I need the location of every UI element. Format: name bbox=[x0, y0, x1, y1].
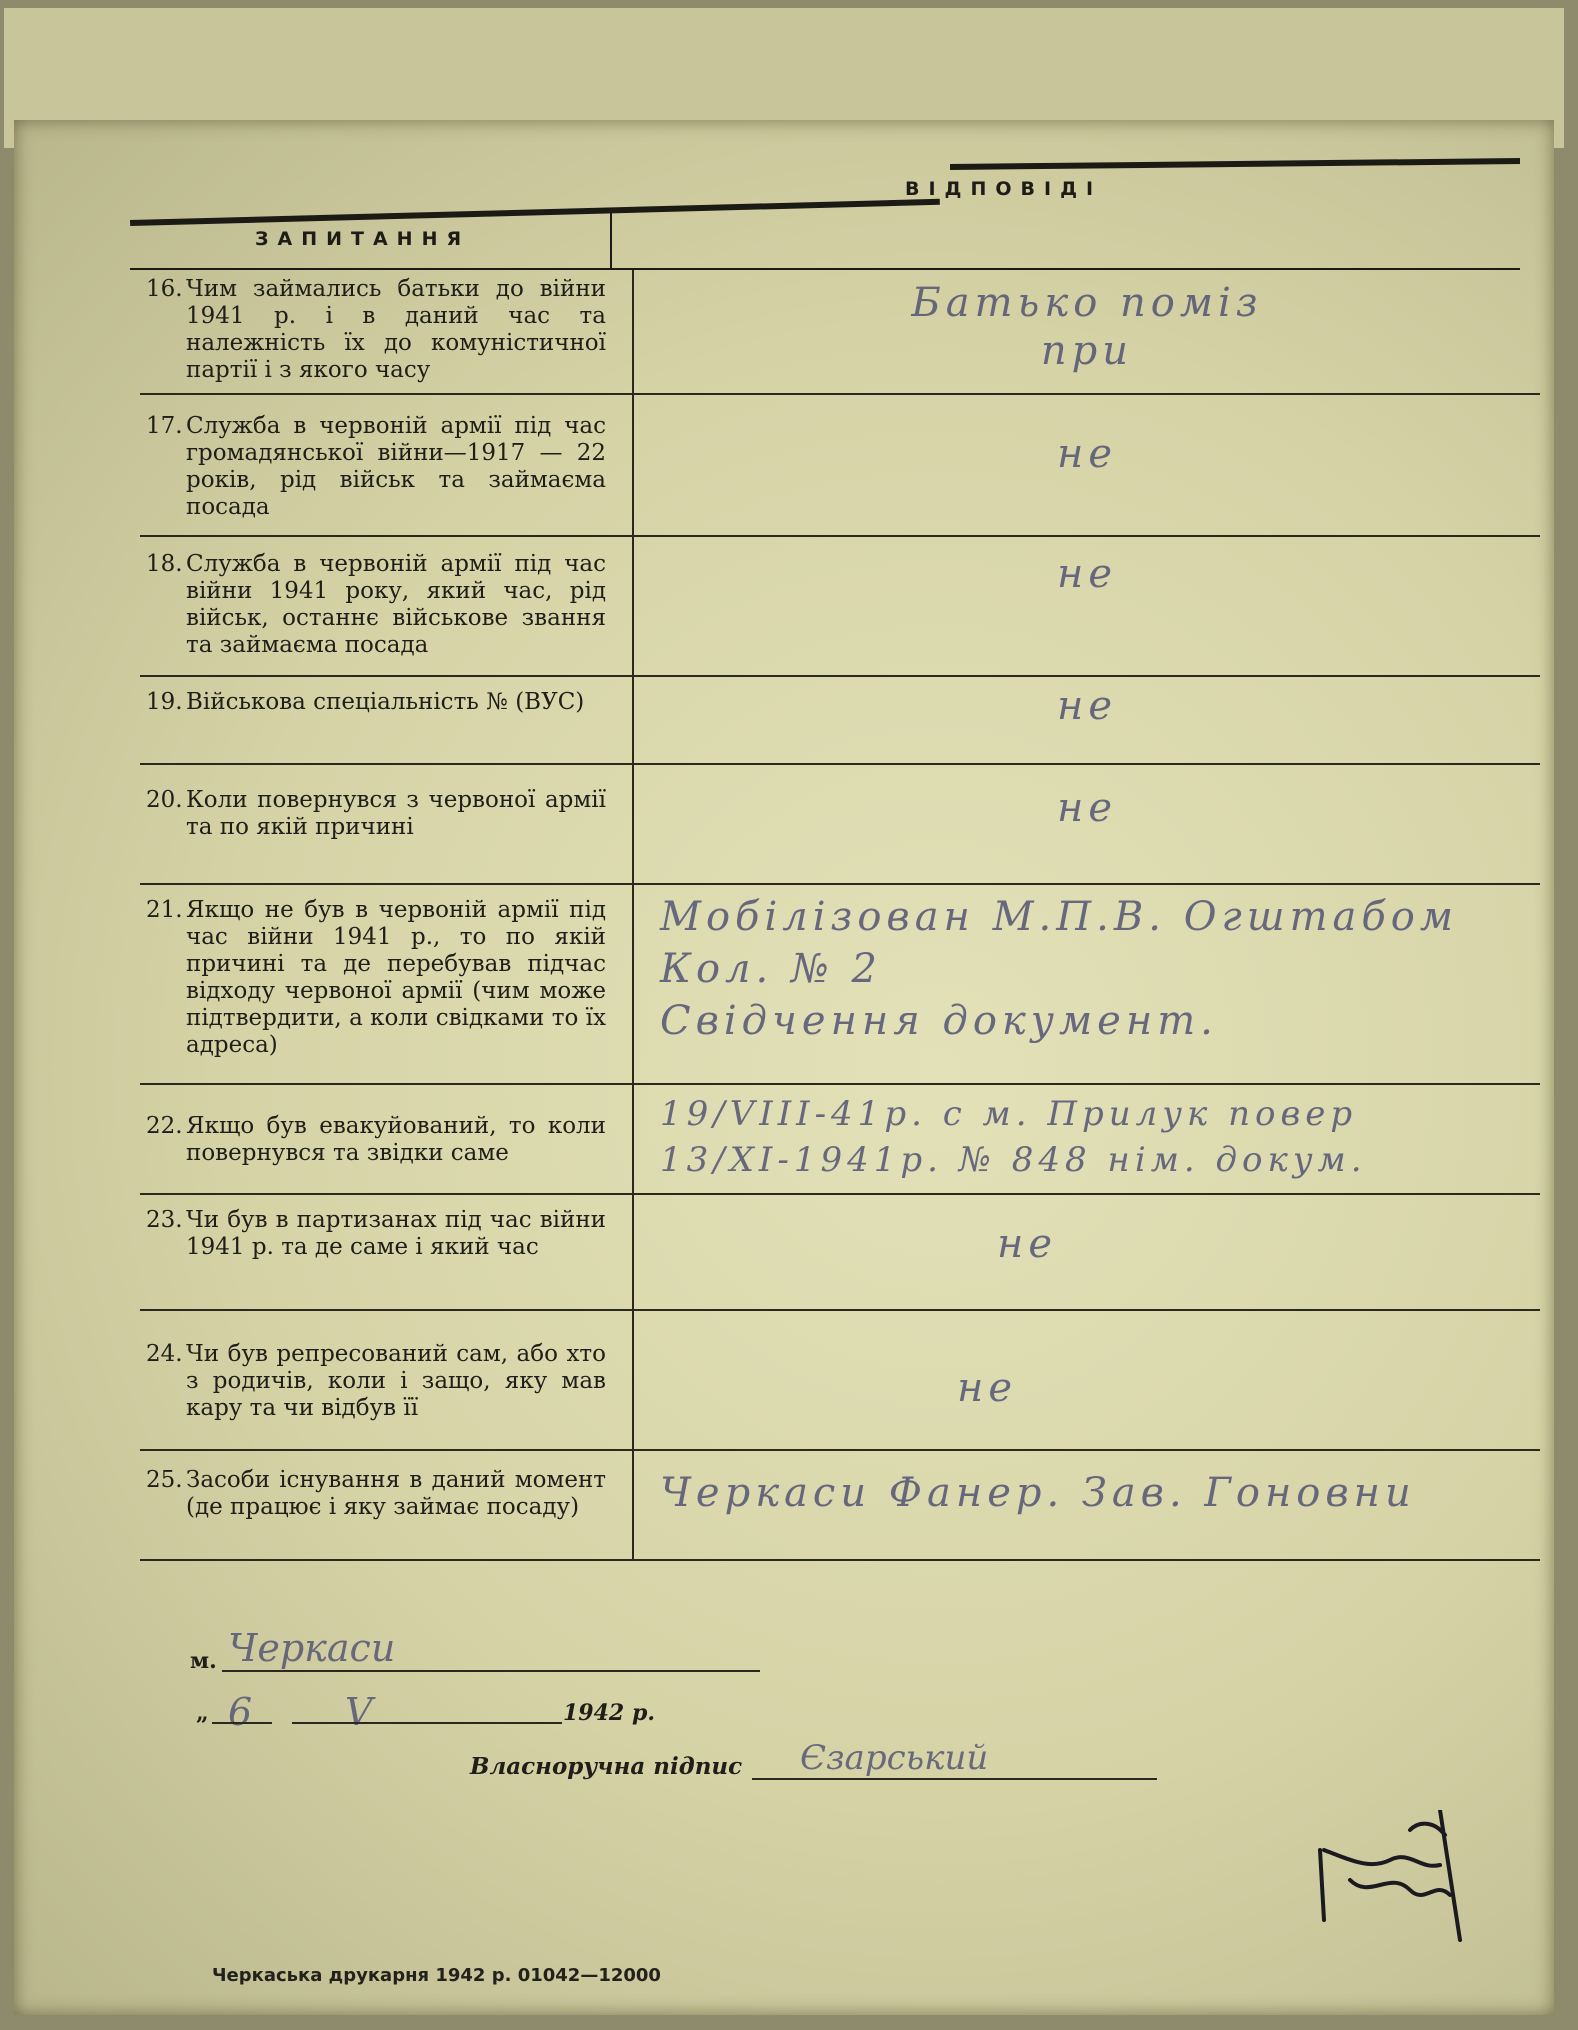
answer-cell bbox=[633, 1194, 1540, 1310]
answer-text: Кол. № 2 bbox=[660, 946, 882, 992]
date-year: 1942 bbox=[563, 1700, 625, 1726]
question-number: 18. bbox=[146, 551, 183, 577]
signature-line bbox=[752, 1778, 1157, 1780]
date-day-line bbox=[212, 1722, 272, 1724]
question-cell bbox=[140, 1194, 633, 1310]
question-number: 20. bbox=[146, 787, 183, 813]
question-cell bbox=[140, 676, 633, 764]
answer-text: 19/VIII-41р. с м. Прилук повер bbox=[660, 1094, 1358, 1134]
answer-cell bbox=[633, 394, 1540, 536]
question-number: 16. bbox=[146, 276, 183, 302]
answer-text: при bbox=[1040, 328, 1134, 374]
header-divider bbox=[610, 210, 612, 270]
question-text: Чи був репресований сам, або хто з родичів, коли і защо, яку мав кару та чи відбув її bbox=[186, 1341, 606, 1421]
place-value: Черкаси bbox=[228, 1626, 396, 1670]
answer-text: не bbox=[996, 1221, 1058, 1267]
answer-cell bbox=[633, 884, 1540, 1084]
table-row bbox=[140, 536, 1540, 676]
date-month-line bbox=[292, 1722, 562, 1724]
question-text: Служба в червоній армії під час громадянської війни—1917 — 22 років, рід військ та займаєма посада bbox=[186, 413, 606, 520]
answers-header: ВІДПОВІДІ bbox=[905, 178, 1103, 200]
answer-text: Свідчення документ. bbox=[660, 998, 1218, 1044]
question-text: Якщо не був в червоній армії під час війни 1941 р., то по якій причині та де перебував підчас відходу червоної армії (чим може підтвердити, а коли свідками то їх адреса) bbox=[186, 897, 606, 1058]
date-day: 6 bbox=[228, 1690, 253, 1734]
question-number: 19. bbox=[146, 689, 183, 715]
questions-header: ЗАПИТАННЯ bbox=[255, 228, 471, 250]
answer-text: Мобілізован М.П.В. Огштабом bbox=[660, 894, 1459, 940]
question-cell bbox=[140, 764, 633, 884]
place-line bbox=[222, 1670, 760, 1672]
answer-cell bbox=[633, 1450, 1540, 1560]
question-number: 21. bbox=[146, 897, 183, 923]
table-row bbox=[140, 1194, 1540, 1310]
date-quote: „ bbox=[196, 1700, 209, 1726]
answer-cell bbox=[633, 676, 1540, 764]
question-cell bbox=[140, 394, 633, 536]
question-number: 17. bbox=[146, 413, 183, 439]
answer-text: Черкаси Фанер. Зав. Гоновни bbox=[660, 1470, 1416, 1516]
question-text: Якщо був евакуйований, то коли повернувся та звідки саме bbox=[186, 1113, 606, 1166]
question-number: 25. bbox=[146, 1467, 183, 1493]
table-row bbox=[140, 1310, 1540, 1450]
table-row bbox=[140, 764, 1540, 884]
header-rule-right bbox=[950, 158, 1520, 170]
question-cell bbox=[140, 1084, 633, 1194]
answer-cell bbox=[633, 764, 1540, 884]
answer-text: не bbox=[1056, 551, 1118, 597]
table-row bbox=[140, 1084, 1540, 1194]
answer-cell bbox=[633, 1084, 1540, 1194]
table-row bbox=[140, 394, 1540, 536]
question-text: Засоби існування в даний момент (де працює і яку займає посаду) bbox=[186, 1467, 606, 1520]
answer-cell bbox=[633, 536, 1540, 676]
question-cell bbox=[140, 270, 633, 394]
answer-text: не bbox=[1056, 431, 1118, 477]
answer-text: не bbox=[956, 1365, 1018, 1411]
question-cell bbox=[140, 1450, 633, 1560]
table-row bbox=[140, 270, 1540, 394]
table-row bbox=[140, 676, 1540, 764]
header-rule-left bbox=[130, 199, 940, 226]
printer-imprint: Черкаська друкарня 1942 р. 01042—12000 bbox=[212, 1965, 661, 1986]
question-number: 23. bbox=[146, 1207, 183, 1233]
question-text: Коли повернувся з червоної армії та по якій причині bbox=[186, 787, 606, 840]
answer-cell bbox=[633, 1310, 1540, 1450]
question-number: 22. bbox=[146, 1113, 183, 1139]
answer-text: Батько поміз bbox=[911, 280, 1263, 326]
answer-cell bbox=[633, 270, 1540, 394]
question-cell bbox=[140, 884, 633, 1084]
question-text: Чи був в партизанах під час війни 1941 р. та де саме і який час bbox=[186, 1207, 606, 1260]
table-row bbox=[140, 884, 1540, 1084]
question-text: Чим займались батьки до війни 1941 р. і в даний час та належність їх до комуністичної партії і з якого часу bbox=[186, 276, 606, 383]
place-prefix: м. bbox=[190, 1648, 217, 1674]
answer-text: 13/XI-1941р. № 848 нім. докум. bbox=[660, 1140, 1367, 1180]
signature-label: Власноручна підпис bbox=[470, 1753, 743, 1780]
table-row bbox=[140, 1450, 1540, 1560]
answer-text: не bbox=[1056, 683, 1118, 729]
signature-value: Єзарський bbox=[800, 1738, 989, 1778]
question-number: 24. bbox=[146, 1341, 183, 1367]
date-suffix: р. bbox=[632, 1700, 656, 1726]
answer-text: не bbox=[1056, 785, 1118, 831]
date-month: V bbox=[345, 1690, 373, 1734]
verification-signature-mark bbox=[1310, 1810, 1480, 1950]
question-cell bbox=[140, 1310, 633, 1450]
question-cell bbox=[140, 536, 633, 676]
question-text: Військова спеціальність № (ВУС) bbox=[186, 689, 585, 715]
question-text: Служба в червоній армії під час війни 1941 року, який час, рід військ, останнє військове звання та займаєма посада bbox=[186, 551, 606, 658]
table-header bbox=[130, 150, 1520, 270]
question-table bbox=[140, 270, 1540, 1561]
